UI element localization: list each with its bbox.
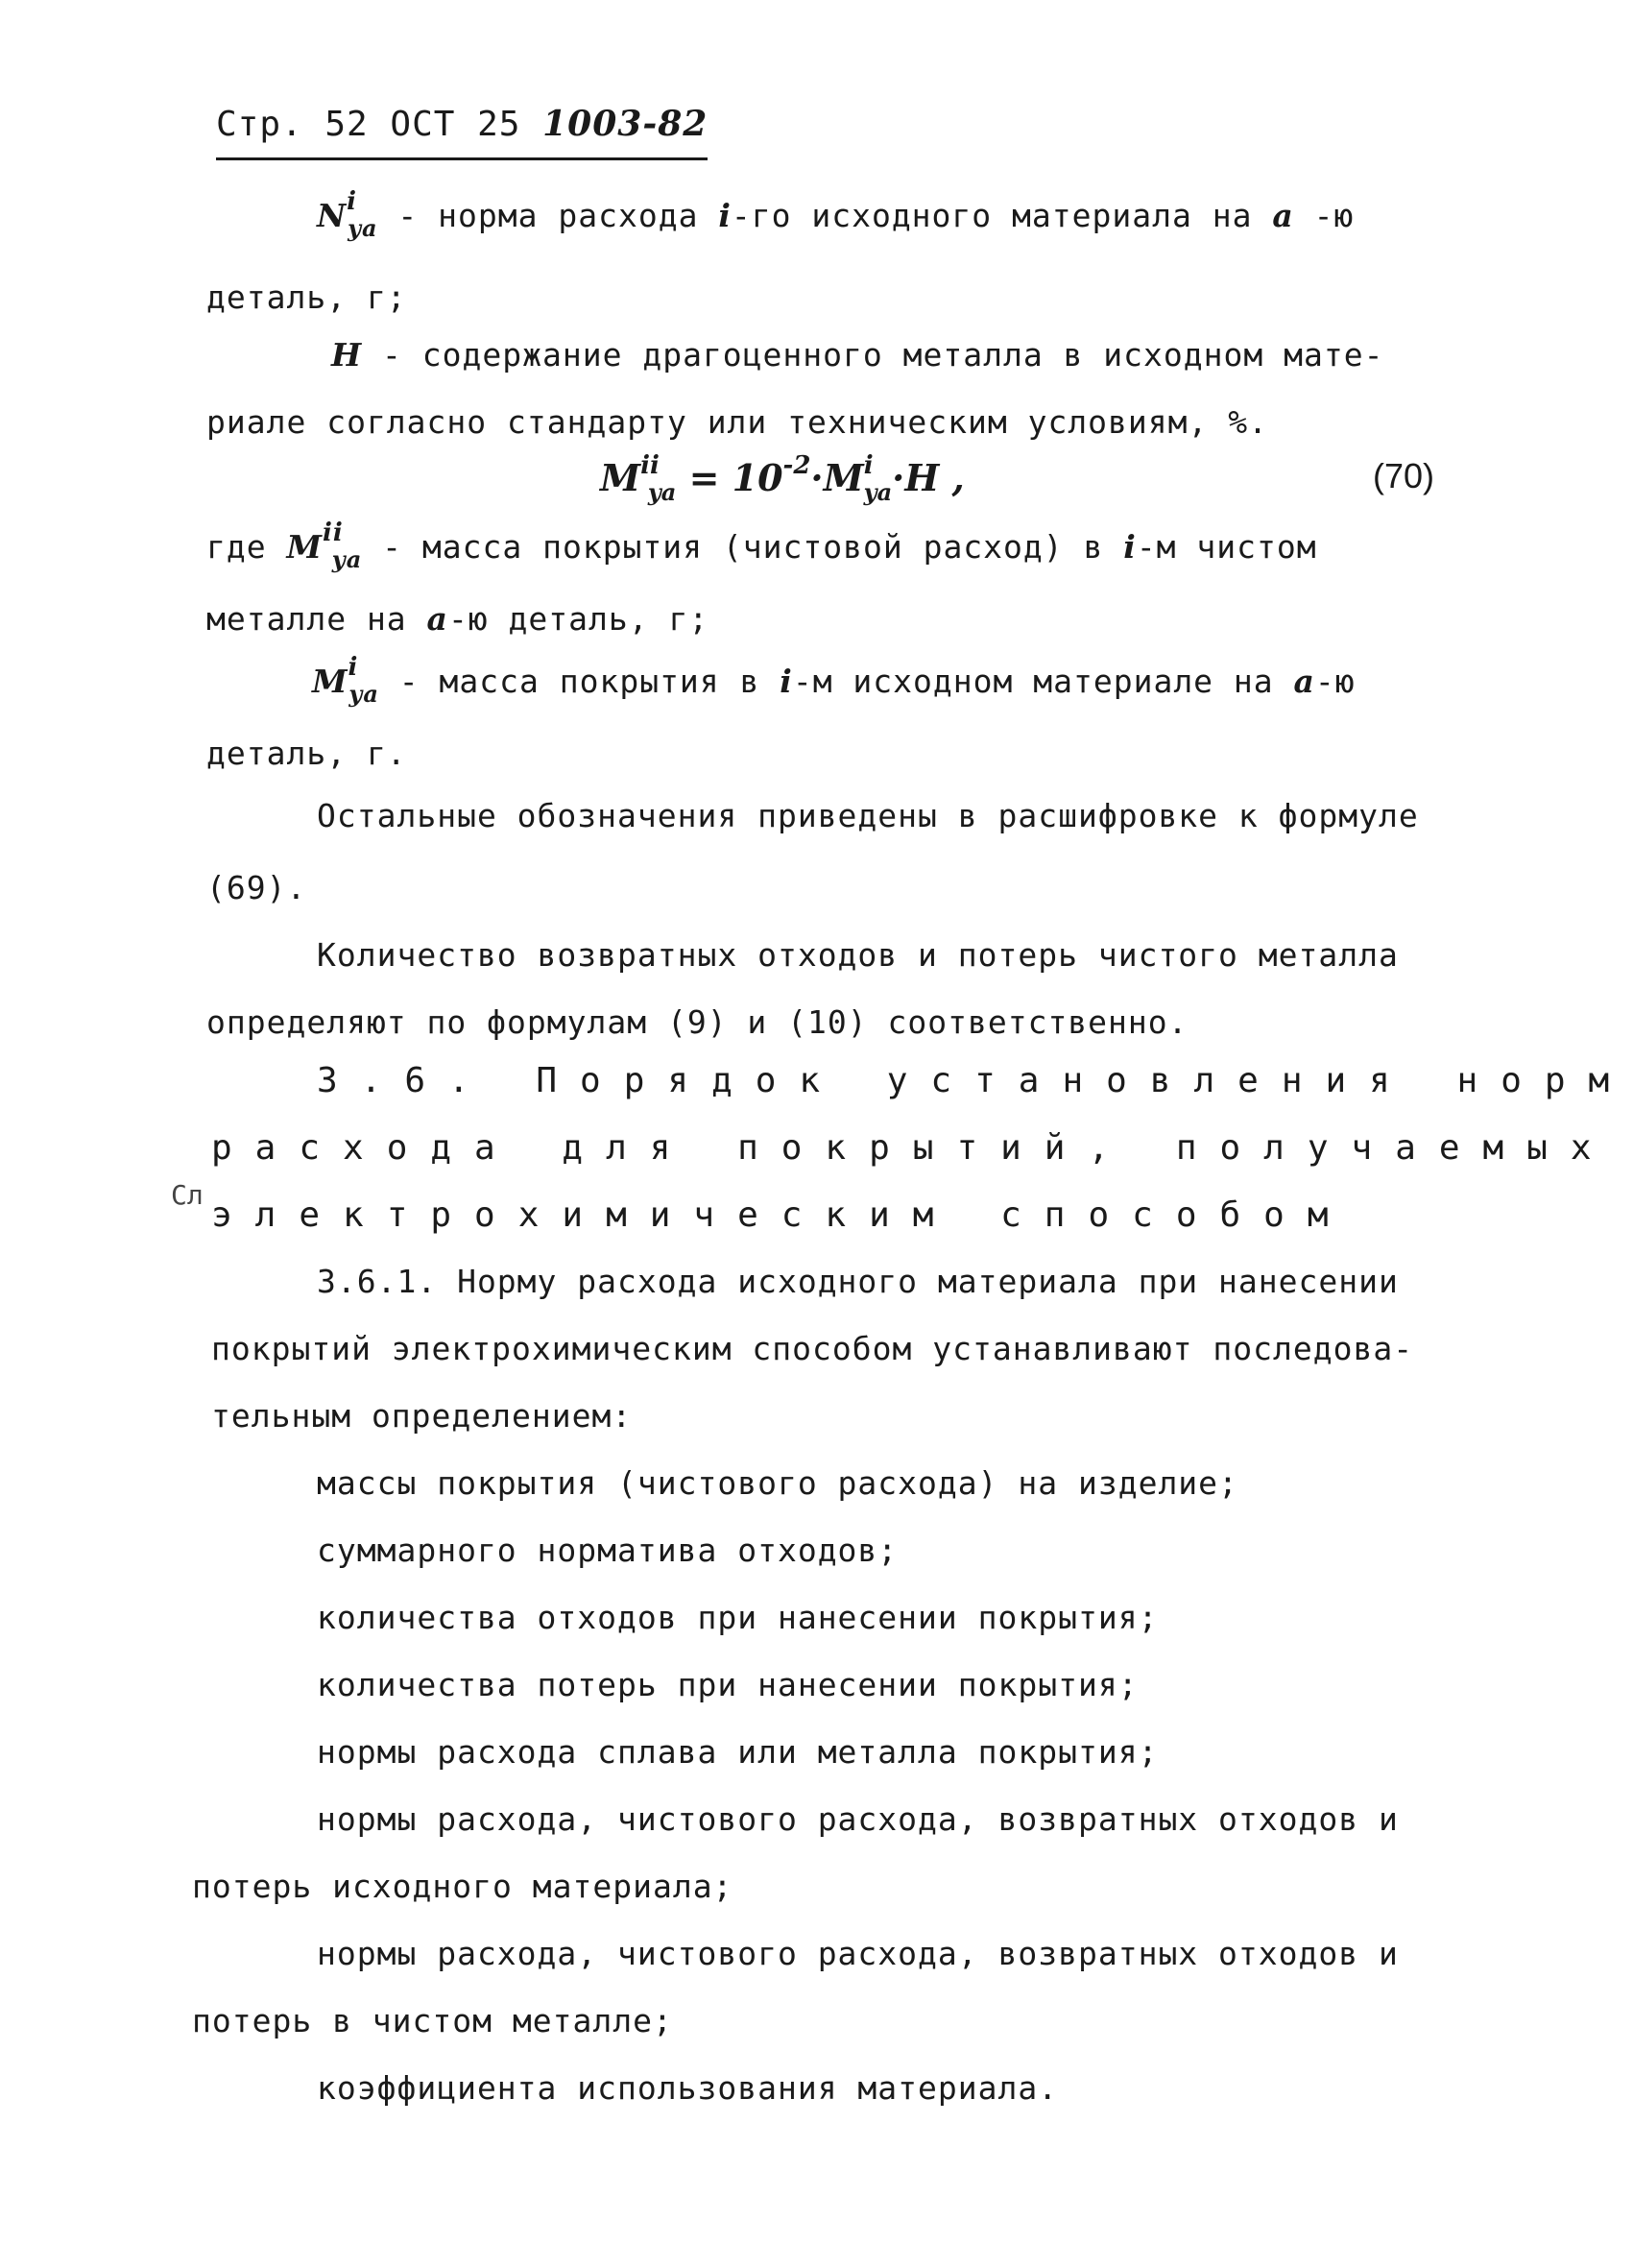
definition-m-ii: где $M^{ii}_{ya}$ - масса покрытия (чистовой расход) в i-м чистом [206, 519, 1317, 573]
equation-70: $M^{ii}_{ya} = 10^{-2}\cdot M^i_{ya}\cdot H$ , [600, 451, 965, 506]
definition-h: H - содержание драгоценного металла в исходном мате- [331, 336, 1384, 374]
list-item: нормы расхода, чистового расхода, возвратных отходов и [317, 1935, 1399, 1972]
definition-n-cont: деталь, г; [206, 278, 407, 316]
paragraph-3-line-2: покрытий электрохимическим способом устанавливают последова- [211, 1330, 1414, 1367]
definition-n: $N^i_{ya}$ - норма расхода i-го исходного материала на a -ю [317, 187, 1355, 242]
paragraph-2-line-2: определяют по формулам (9) и (10) соответственно. [206, 1003, 1189, 1041]
section-heading-line-2: расхода для покрытий, получаемых [211, 1128, 1615, 1168]
paragraph-3-line-3: тельным определением: [211, 1397, 633, 1435]
list-item: нормы расхода, чистового расхода, возвратных отходов и [317, 1800, 1399, 1838]
header-number: 1003-82 [542, 104, 708, 144]
symbol-n: $N^i_{ya}$ [317, 187, 378, 242]
margin-mark: Сл [171, 1179, 204, 1211]
paragraph-1-line-2: (69). [206, 869, 307, 906]
definition-m-i-cont: деталь, г. [206, 735, 407, 772]
definition-m-ii-cont: металле на a-ю деталь, г; [206, 600, 709, 638]
list-item: количества отходов при нанесении покрытия; [317, 1599, 1159, 1636]
paragraph-2-line-1: Количество возвратных отходов и потерь чистого металла [317, 936, 1399, 974]
symbol-h: H [331, 336, 363, 374]
header-prefix: Стр. 52 ОСТ 25 [216, 105, 521, 144]
section-heading-line-3: электрохимическим способом [211, 1195, 1352, 1235]
definition-h-cont: риале согласно стандарту или техническим условиям, %. [206, 403, 1268, 441]
list-item: потерь исходного материала; [192, 1868, 733, 1905]
page-header [216, 104, 708, 160]
paragraph-1-line-1: Остальные обозначения приведены в расшифровке к формуле [317, 797, 1419, 834]
list-item: суммарного норматива отходов; [317, 1532, 899, 1569]
equation-number: (70) [1373, 456, 1435, 495]
paragraph-3-line-1: 3.6.1. Норму расхода исходного материала при нанесении [317, 1263, 1399, 1300]
definition-m-i: $M^i_{ya}$ - масса покрытия в i-м исходном материале на a-ю [312, 653, 1356, 708]
list-item: массы покрытия (чистового расхода) на изделие; [317, 1464, 1238, 1502]
list-item: количества потерь при нанесении покрытия; [317, 1666, 1139, 1703]
section-heading-line-1: 3.6. Порядок установления норм [317, 1061, 1633, 1100]
list-item: нормы расхода сплава или металла покрытия; [317, 1733, 1159, 1771]
symbol-m-ii: $M^{ii}_{ya}$ [286, 519, 363, 573]
list-item: потерь в чистом металле; [192, 2002, 673, 2039]
list-item: коэффициента использования материала. [317, 2069, 1059, 2107]
symbol-m-i: $M^i_{ya}$ [312, 653, 379, 708]
